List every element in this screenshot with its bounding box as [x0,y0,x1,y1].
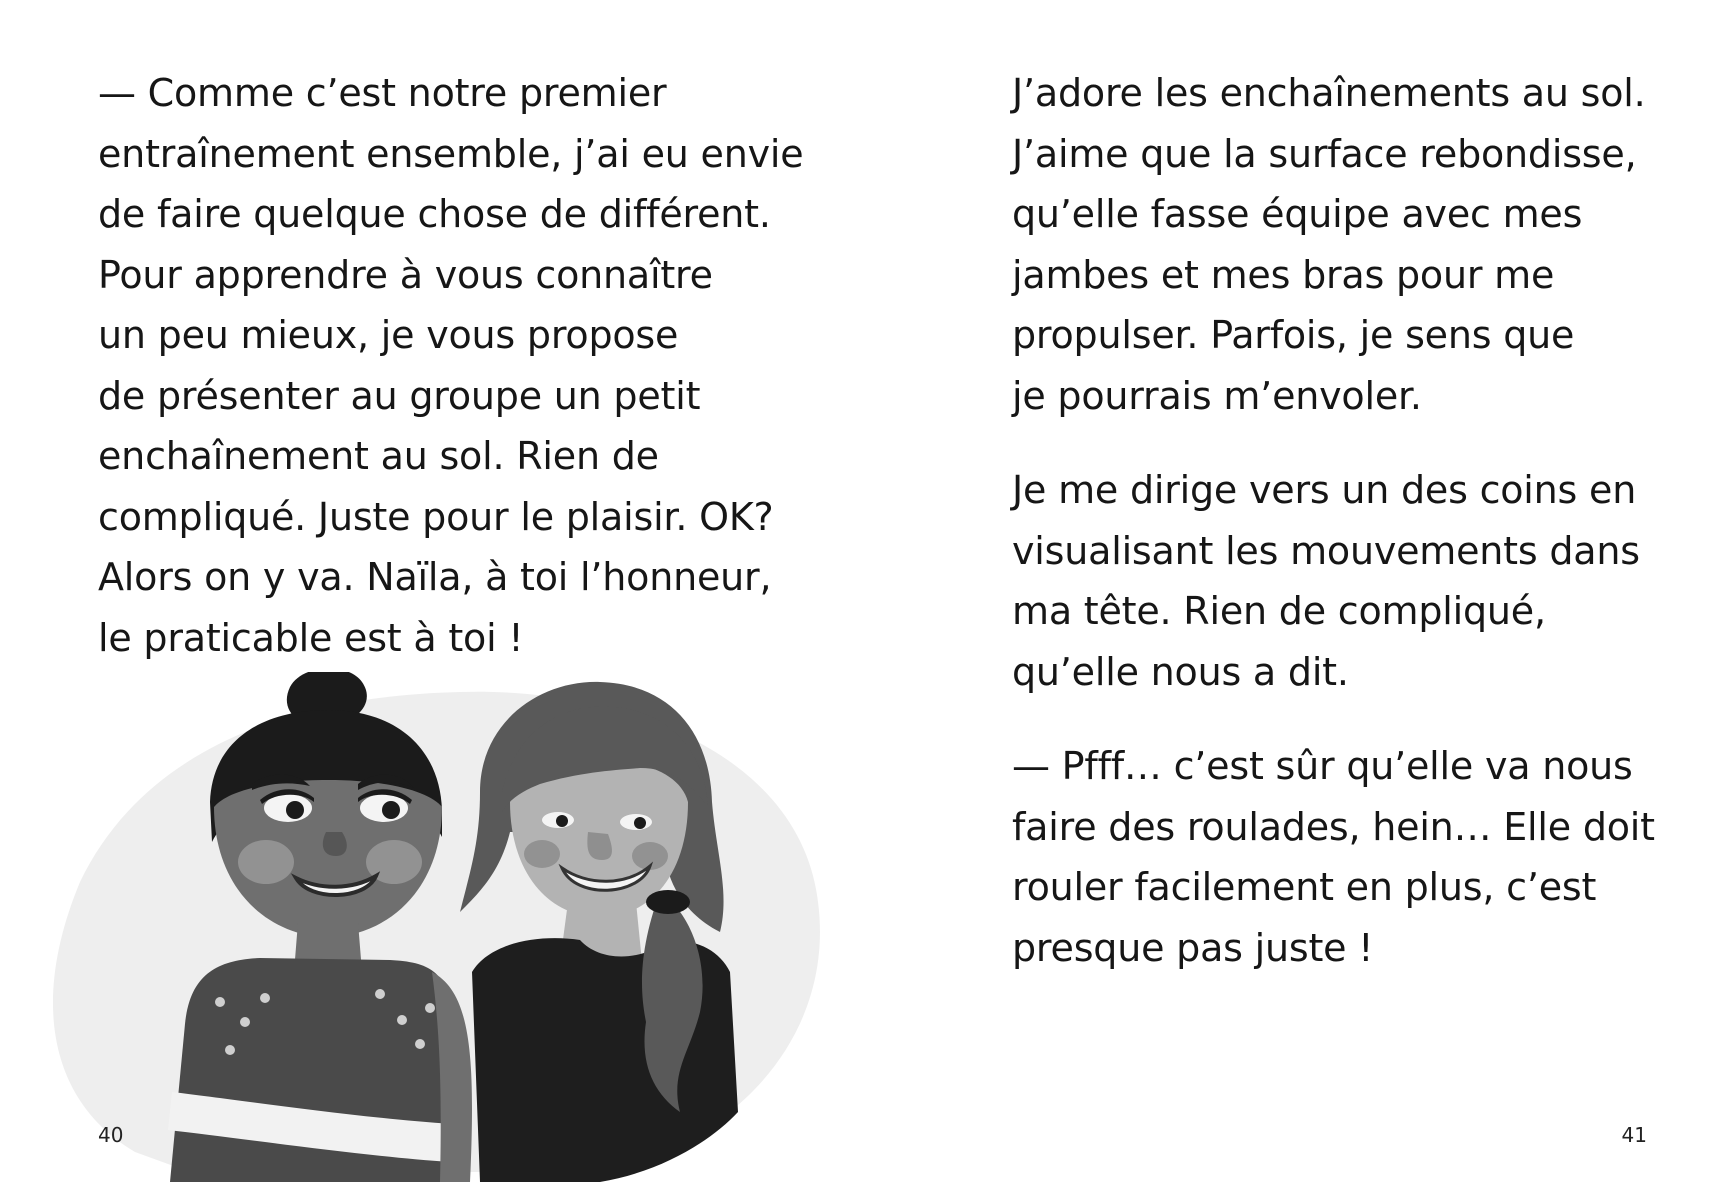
text-line: visualisant les mouvements dans [1012,528,1640,573]
paragraph [1012,63,1655,426]
page-number: 40 [98,1123,124,1147]
paragraph [1012,736,1655,978]
text-line: rouler facilement en plus, c’est [1012,865,1597,909]
pupil-left [556,815,568,827]
pupil-right [382,801,400,819]
dot [240,1017,250,1027]
text-line: Je me dirige vers un des coins en [1012,468,1637,512]
dot [415,1039,425,1049]
dot [260,993,270,1003]
dot [215,997,225,1007]
text-line: de faire quelque chose de différent. [98,192,771,236]
text-line: — Comme c’est notre premier [98,71,667,115]
text-line: jambes et mes bras pour me [1012,252,1555,297]
text-line: J’aime que la surface rebondisse, [1012,131,1637,176]
pupil-left [286,801,304,819]
text-line: J’adore les enchaînements au sol. [1012,71,1646,115]
text-line: enchaînement au sol. Rien de [98,434,659,478]
text-line: Alors on y va. Naïla, à toi l’honneur, [98,555,772,599]
text-line: qu’elle nous a dit. [1012,649,1349,694]
nose [323,832,347,856]
text-line: faire des roulades, hein… Elle doit [1012,804,1655,849]
text-line: de présenter au groupe un petit [98,373,701,418]
pupil-right [634,817,646,829]
right-page-text [1012,63,1655,978]
paragraph [1012,460,1655,702]
text-line: propulser. Parfois, je sens que [1012,313,1575,357]
text-line: presque pas juste ! [1012,925,1374,970]
dot [375,989,385,999]
scrunchie [646,890,690,914]
text-line: je pourrais m’envoler. [1012,373,1422,418]
text-line: compliqué. Juste pour le plaisir. OK? [98,494,774,539]
text-line: Pour apprendre à vous connaître [98,252,713,297]
text-line: — Pfff… c’est sûr qu’elle va nous [1012,744,1633,788]
right-page [857,0,1714,1200]
dot [425,1003,435,1013]
text-line: ma tête. Rien de compliqué, [1012,589,1546,633]
text-line: un peu mieux, je vous propose [98,313,679,357]
blush-left [524,840,560,868]
paragraph [98,63,803,668]
blush-left [238,840,294,884]
text-line: entraînement ensemble, j’ai eu envie [98,131,804,176]
dot [397,1015,407,1025]
page-number: 41 [1621,1123,1647,1147]
text-line: qu’elle fasse équipe avec mes [1012,192,1583,236]
illustration-two-girls [40,672,830,1182]
dot [225,1045,235,1055]
nose [587,832,612,860]
text-line: le praticable est à toi ! [98,615,524,660]
left-page-text [98,63,803,668]
